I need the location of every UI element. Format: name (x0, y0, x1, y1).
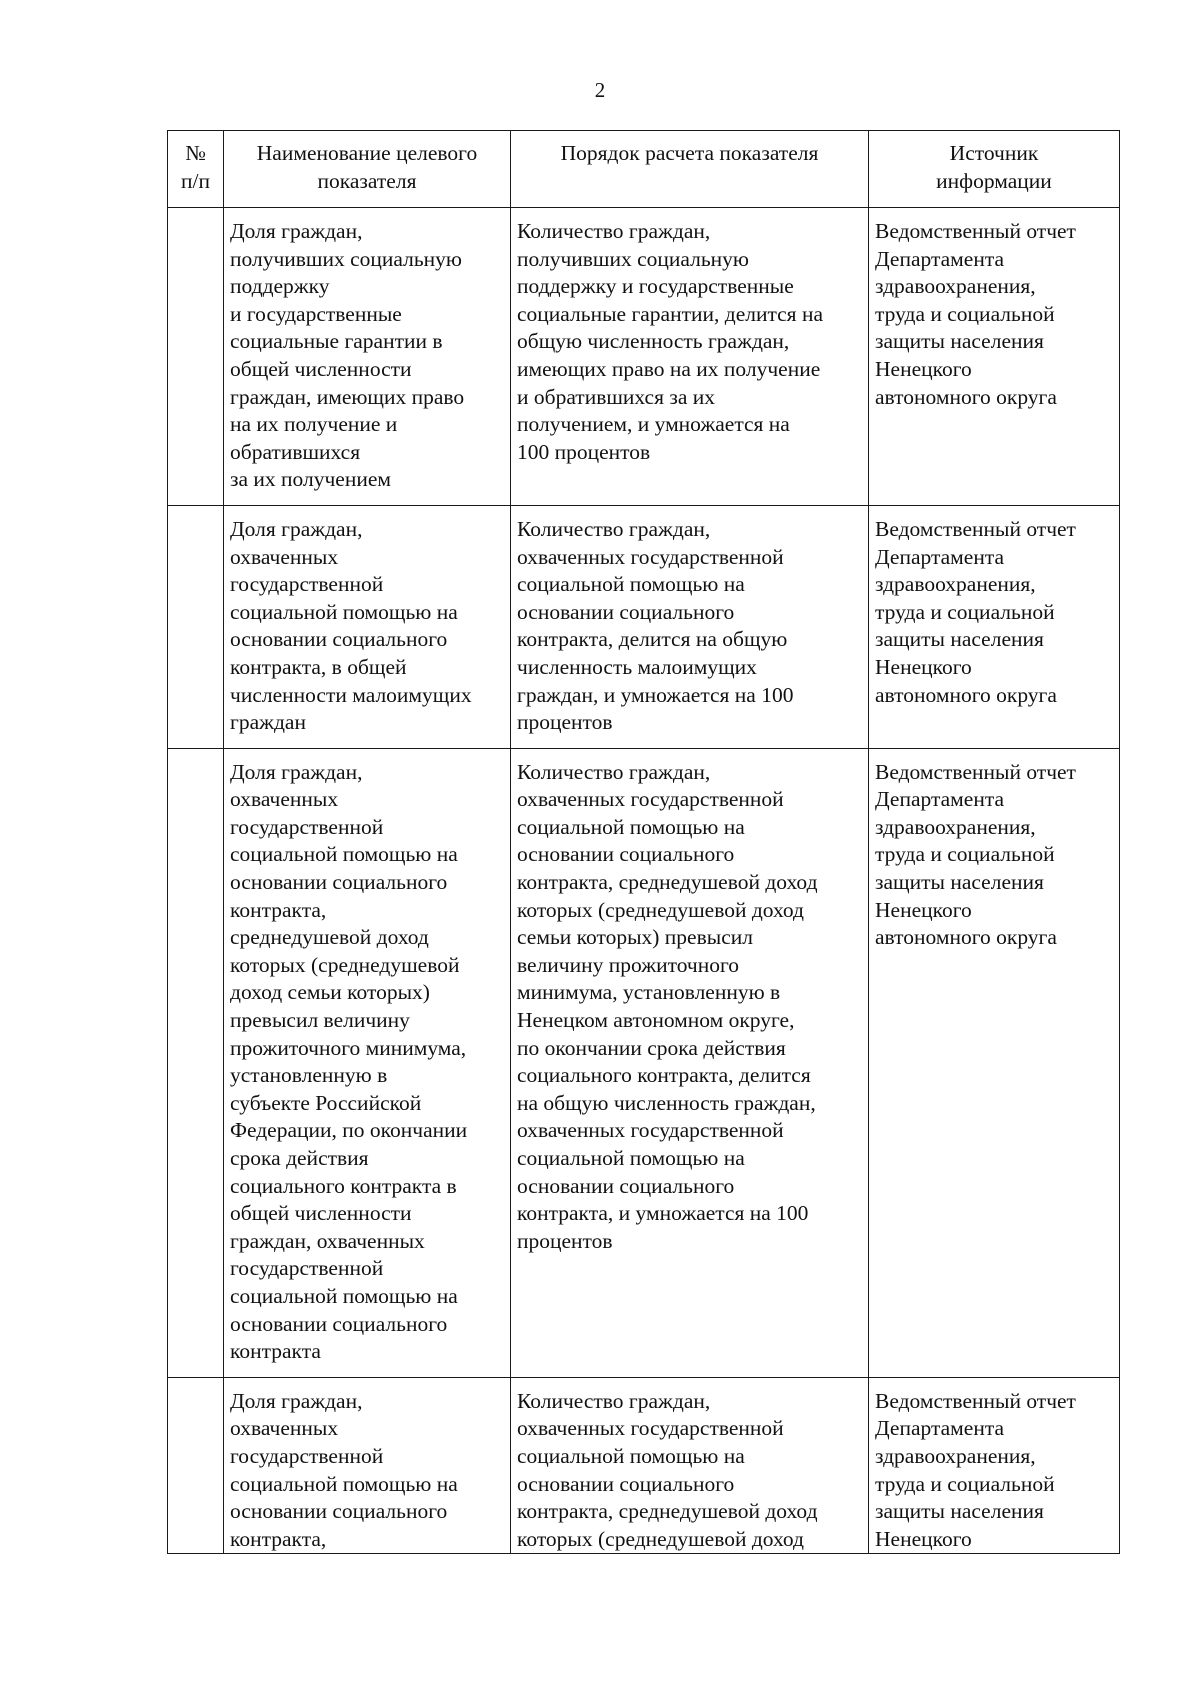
cell-calculation-order: Количество граждан, получивших социальную поддержку и государственные социальные гарантии, делится на общую численность граждан, имеющих право на их получение и обратившихся за их получением, и умножается на 100 процентов (511, 208, 869, 506)
cell-number (168, 748, 224, 1377)
cell-indicator-name: Доля граждан, получивших социальную поддержку и государственные социальные гарантии в общей численности граждан, имеющих право на их получение и обратившихся за их получением (224, 208, 511, 506)
cell-indicator-name: Доля граждан, охваченных государственной социальной помощью на основании социального контракта, (224, 1377, 511, 1554)
cell-number (168, 1377, 224, 1554)
cell-calculation-order: Количество граждан, охваченных государственной социальной помощью на основании социального контракта, делится на общую численность малоимущих граждан, и умножается на 100 процентов (511, 505, 869, 748)
table-row (168, 505, 1120, 748)
cell-indicator-name: Доля граждан, охваченных государственной социальной помощью на основании социального контракта, в общей численности малоимущих граждан (224, 505, 511, 748)
header-row (168, 131, 1120, 208)
table-row (168, 748, 1120, 1377)
page-number: 2 (594, 78, 606, 102)
cell-information-source: Ведомственный отчет Департамента здравоохранения, труда и социальной защиты населения Ненецкого автономного округа (869, 505, 1120, 748)
header-indicator-name: Наименование целевого показателя (224, 131, 511, 208)
header-information-source: Источник информации (869, 131, 1120, 208)
indicators-table (167, 130, 1120, 1554)
table-body (168, 208, 1120, 1554)
header-number: № п/п (168, 131, 224, 208)
cell-information-source: Ведомственный отчет Департамента здравоохранения, труда и социальной защиты населения Ненецкого (869, 1377, 1120, 1554)
table-header (168, 131, 1120, 208)
cell-calculation-order: Количество граждан, охваченных государственной социальной помощью на основании социального контракта, среднедушевой доход которых (среднедушевой доход семьи которых) превысил величину прожиточного минимума, установленную в Ненецком автономном округе, по окончании срока действия социального контракта, делится на общую численность граждан, охваченных государственной социальной помощью на основании социального контракта, и умножается на 100 процентов (511, 748, 869, 1377)
cell-number (168, 505, 224, 748)
table-row (168, 1377, 1120, 1554)
table-row (168, 208, 1120, 506)
cell-information-source: Ведомственный отчет Департамента здравоохранения, труда и социальной защиты населения Ненецкого автономного округа (869, 748, 1120, 1377)
cell-number (168, 208, 224, 506)
cell-information-source: Ведомственный отчет Департамента здравоохранения, труда и социальной защиты населения Ненецкого автономного округа (869, 208, 1120, 506)
cell-calculation-order: Количество граждан, охваченных государственной социальной помощью на основании социального контракта, среднедушевой доход которых (среднедушевой доход (511, 1377, 869, 1554)
cell-indicator-name: Доля граждан, охваченных государственной социальной помощью на основании социального контракта, среднедушевой доход которых (среднедушевой доход семьи которых) превысил величину прожиточного минимума, установленную в субъекте Российской Федерации, по окончании срока действия социального контракта в общей численности граждан, охваченных государственной социальной помощью на основании социального контракта (224, 748, 511, 1377)
header-calculation-order: Порядок расчета показателя (511, 131, 869, 208)
